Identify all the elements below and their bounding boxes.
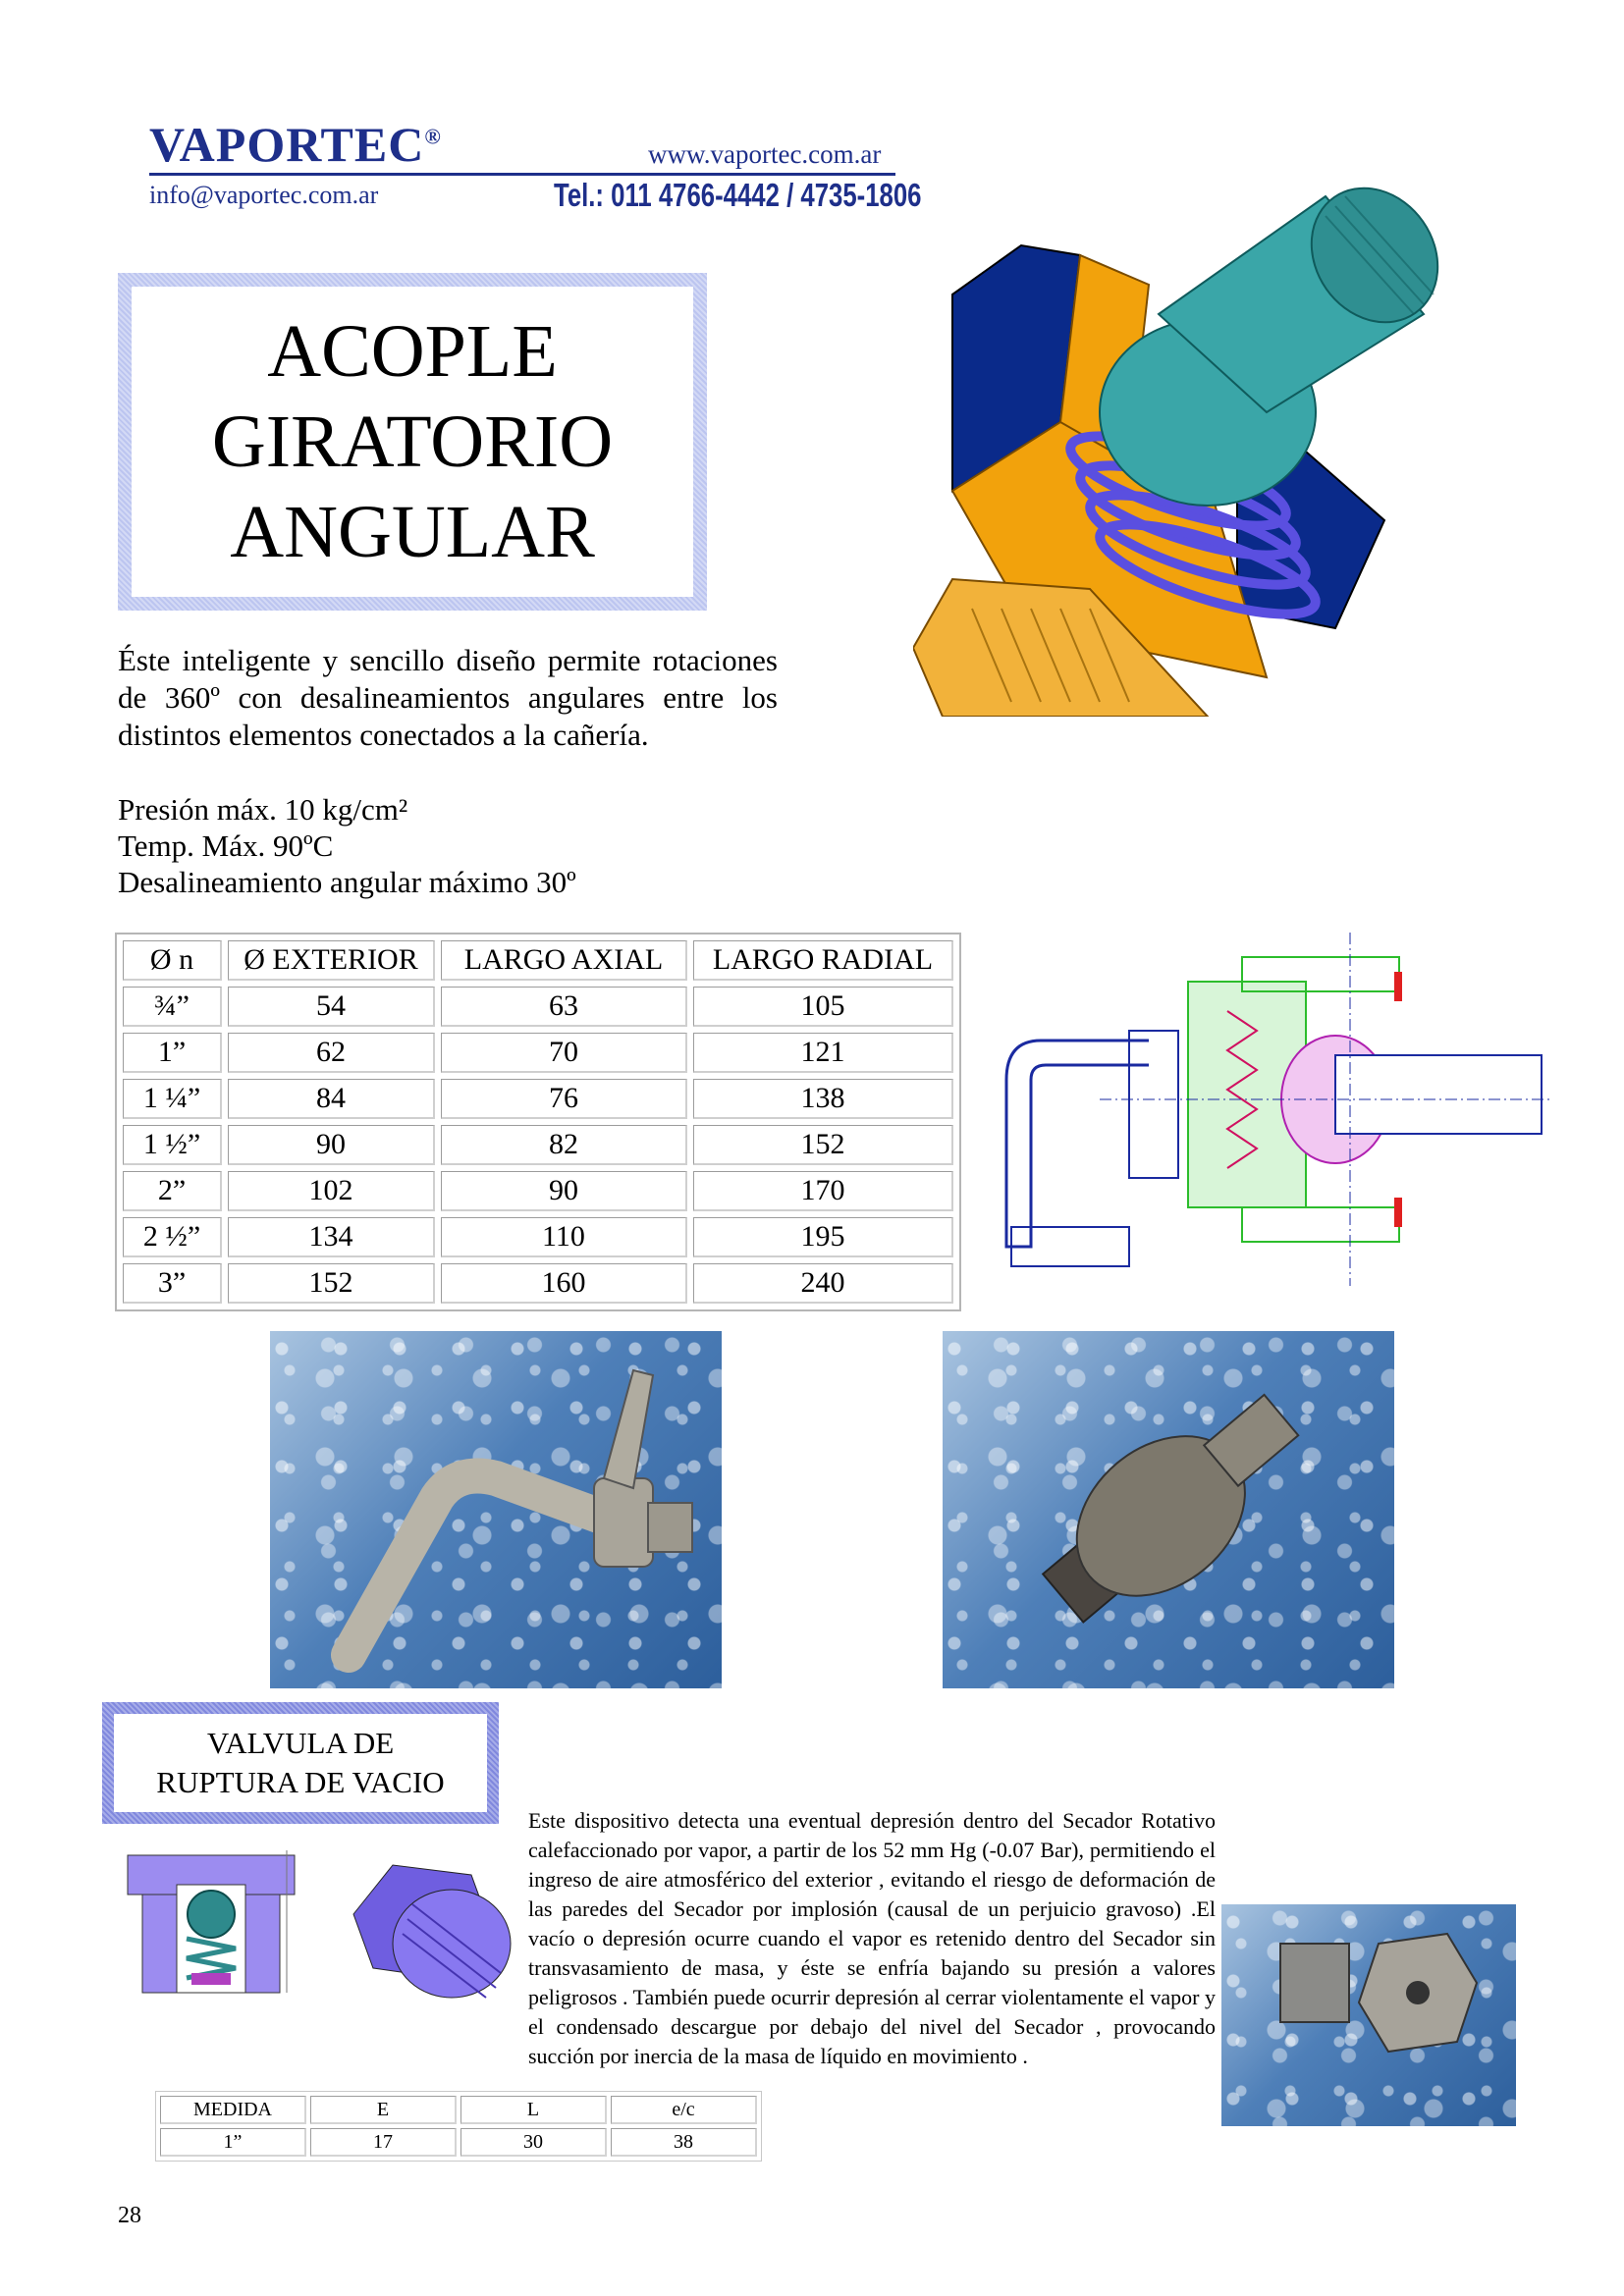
- spec-temperature: Temp. Máx. 90ºC: [118, 828, 334, 863]
- table-cell: 1”: [160, 2128, 306, 2157]
- table-cell: 84: [228, 1079, 435, 1119]
- phone-text: Tel.: 011 4766-4442 / 4735-1806: [554, 177, 922, 213]
- table-row: [123, 1033, 953, 1073]
- table-cell: 30: [460, 2128, 607, 2157]
- table-cell: 110: [441, 1217, 687, 1257]
- table-cell: 38: [611, 2128, 757, 2157]
- table-cell: 70: [441, 1033, 687, 1073]
- photo-angular-coupling: [270, 1331, 722, 1688]
- valve-description: Este dispositivo detecta una eventual depresión dentro del Secador Rotativo calefaccionado por vapor, a partir de los 52 mm Hg (-0.07 Bar), permitiendo el ingreso de aire atmosférico del exterior , evitando el riesgo de deformación de las paredes del Secador por implosión (causal de un perjuicio gravoso) .El vacío o depresión ocurre cuando el vapor es retenido dentro del Secador sin transvasamiento de masa, y éste se enfría bajando su presión a valores peligrosos . También puede ocurrir depresión al cerrar violentamente el vapor y el condensado descargue por debajo del nivel del Secador , provocando succión por inercia de la masa de líquido en movimiento .: [528, 1808, 1216, 2068]
- valve-3d-drawing: [334, 1836, 530, 2012]
- valve-title-box: [114, 1714, 487, 1812]
- table-cell: 1 ½”: [123, 1125, 222, 1165]
- table-row: [123, 1079, 953, 1119]
- table-cell: 121: [693, 1033, 953, 1073]
- table-cell: 134: [228, 1217, 435, 1257]
- table-cell: 90: [228, 1125, 435, 1165]
- email-link[interactable]: info@vaportec.com.ar: [149, 181, 379, 209]
- header-cell: E: [310, 2096, 457, 2124]
- page-number: 28: [118, 2203, 141, 2228]
- table-row: [123, 987, 953, 1027]
- registered-mark: ®: [424, 124, 442, 149]
- header-cell: LARGO RADIAL: [693, 940, 953, 981]
- photo-straight-coupling: [943, 1331, 1394, 1688]
- coupling-cutaway-render: [913, 167, 1463, 717]
- header-cell: Ø n: [123, 940, 222, 981]
- table-cell: 3”: [123, 1263, 222, 1304]
- table-cell: 17: [310, 2128, 457, 2157]
- table-cell: 1 ¼”: [123, 1079, 222, 1119]
- title-line-1: ACOPLE: [267, 310, 558, 393]
- header-cell: MEDIDA: [160, 2096, 306, 2124]
- straight-coupling-photo-icon: [943, 1331, 1394, 1688]
- table-row: [123, 1263, 953, 1304]
- vacuum-valve-photo-icon: [1221, 1904, 1516, 2126]
- title-frame: [118, 273, 707, 611]
- product-description: Éste inteligente y sencillo diseño permite rotaciones de 360º con desalineamientos angulares entre los distintos elementos conectados a la cañería.: [118, 643, 778, 752]
- valve-title-frame: [102, 1702, 499, 1824]
- table-cell: 63: [441, 987, 687, 1027]
- header-rule: [149, 173, 895, 176]
- title-line-2: GIRATORIO: [211, 400, 614, 483]
- table-cell: 54: [228, 987, 435, 1027]
- technical-drawing: [1001, 933, 1551, 1286]
- title-line-3: ANGULAR: [230, 491, 595, 573]
- table-cell: 195: [693, 1217, 953, 1257]
- table-cell: 105: [693, 987, 953, 1027]
- table-cell: 152: [228, 1263, 435, 1304]
- valve-dimensions-table: [155, 2091, 762, 2162]
- table-row: [123, 1217, 953, 1257]
- table-cell: 240: [693, 1263, 953, 1304]
- valve-title-line-1: VALVULA DE: [206, 1726, 395, 1760]
- brand-logo: [149, 116, 442, 173]
- table-row: [123, 1125, 953, 1165]
- spec-pressure: Presión máx. 10 kg/cm²: [118, 792, 408, 827]
- table-cell: 2 ½”: [123, 1217, 222, 1257]
- coupling-dimensions-table: [115, 933, 961, 1311]
- header-cell: Ø EXTERIOR: [228, 940, 435, 981]
- table-row: [123, 1171, 953, 1211]
- spec-misalignment: Desalineamiento angular máximo 30º: [118, 865, 576, 899]
- table-header-row: [160, 2096, 757, 2124]
- table-cell: 90: [441, 1171, 687, 1211]
- table-cell: 76: [441, 1079, 687, 1119]
- table-cell: 138: [693, 1079, 953, 1119]
- table-cell: 152: [693, 1125, 953, 1165]
- table-cell: ¾”: [123, 987, 222, 1027]
- angular-coupling-photo-icon: [270, 1331, 722, 1688]
- title-box: [132, 287, 693, 597]
- header-cell: e/c: [611, 2096, 757, 2124]
- header-cell: L: [460, 2096, 607, 2124]
- valve-title-line-2: RUPTURA DE VACIO: [156, 1765, 445, 1799]
- table-cell: 62: [228, 1033, 435, 1073]
- photo-vacuum-valve: [1221, 1904, 1516, 2126]
- product-specs: [118, 791, 576, 900]
- brand-name: VAPORTEC: [149, 117, 425, 172]
- table-cell: 160: [441, 1263, 687, 1304]
- table-cell: 1”: [123, 1033, 222, 1073]
- table-header-row: [123, 940, 953, 981]
- website-link[interactable]: www.vaportec.com.ar: [648, 139, 882, 169]
- table-cell: 170: [693, 1171, 953, 1211]
- header-cell: LARGO AXIAL: [441, 940, 687, 981]
- valve-section-drawing: [118, 1845, 314, 2002]
- table-cell: 82: [441, 1125, 687, 1165]
- table-cell: 2”: [123, 1171, 222, 1211]
- table-cell: 102: [228, 1171, 435, 1211]
- table-row: [160, 2128, 757, 2157]
